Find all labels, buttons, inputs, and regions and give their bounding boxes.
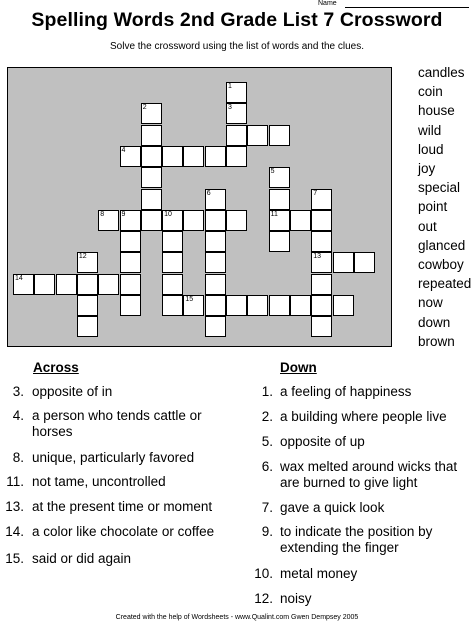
crossword-cell[interactable] xyxy=(77,274,98,295)
word-bank-item: out xyxy=(418,218,437,234)
word-bank-item: cowboy xyxy=(418,257,464,273)
word-bank-item: coin xyxy=(418,84,443,100)
crossword-cell[interactable] xyxy=(269,125,290,146)
name-label: Name xyxy=(318,0,337,7)
word-bank-item: repeated xyxy=(418,276,472,292)
crossword-cell[interactable] xyxy=(205,146,226,167)
page-subtitle: Solve the crossword using the list of words and the clues. xyxy=(109,41,365,52)
page-title: Spelling Words 2nd Grade List 7 Crossword xyxy=(31,9,443,31)
clue-number-label: 10 xyxy=(164,210,172,218)
crossword-cell[interactable] xyxy=(247,125,268,146)
crossword-cell[interactable] xyxy=(205,274,226,295)
crossword-cell[interactable] xyxy=(141,125,162,146)
word-bank-item: loud xyxy=(418,141,444,157)
crossword-cell[interactable] xyxy=(162,274,183,295)
clue-number-label: 14 xyxy=(15,274,23,282)
crossword-cell[interactable] xyxy=(98,274,119,295)
crossword-cell[interactable] xyxy=(183,210,204,231)
crossword-cell[interactable] xyxy=(311,252,332,273)
crossword-cell[interactable] xyxy=(226,82,247,103)
crossword-cell[interactable] xyxy=(226,295,247,316)
clue-text: a feeling of happiness xyxy=(280,384,412,399)
clue-text: gave a quick look xyxy=(280,500,385,515)
clue-number: 1. xyxy=(261,384,273,399)
clue-text: noisy xyxy=(280,591,312,606)
clue-text: at the present time or moment xyxy=(32,499,213,514)
crossword-cell[interactable] xyxy=(162,252,183,273)
clue-number-label: 13 xyxy=(313,253,321,261)
clue-number: 14. xyxy=(5,524,24,539)
crossword-cell[interactable] xyxy=(141,210,162,231)
crossword-cell[interactable] xyxy=(311,316,332,337)
clue-number: 2. xyxy=(261,409,273,424)
crossword-cell[interactable] xyxy=(333,295,354,316)
crossword-cell[interactable] xyxy=(120,295,141,316)
word-bank-item: house xyxy=(418,103,455,119)
clue-text: to indicate the position by extending the finger xyxy=(280,524,433,555)
clue-text: not tame, uncontrolled xyxy=(32,474,166,489)
crossword-cell[interactable] xyxy=(34,274,55,295)
clue-text: a color like chocolate or coffee xyxy=(32,524,215,539)
clue-number-label: 6 xyxy=(206,189,211,197)
crossword-cell[interactable] xyxy=(205,210,226,231)
crossword-cell[interactable] xyxy=(226,146,247,167)
crossword-cell[interactable] xyxy=(269,210,290,231)
crossword-cell[interactable] xyxy=(120,274,141,295)
clue-number-label: 4 xyxy=(121,146,126,154)
crossword-cell[interactable] xyxy=(205,231,226,252)
word-bank-item: glanced xyxy=(418,237,466,253)
crossword-cell[interactable] xyxy=(141,103,162,124)
clue-number: 4. xyxy=(12,408,24,423)
clue-number-label: 7 xyxy=(313,189,318,197)
crossword-cell[interactable] xyxy=(141,167,162,188)
clue-text: a person who tends cattle or horses xyxy=(32,408,202,439)
clue-number-label: 2 xyxy=(142,104,147,112)
crossword-cell[interactable] xyxy=(311,295,332,316)
clue-number: 5. xyxy=(261,434,273,449)
word-bank-item: special xyxy=(418,180,461,196)
footer-credit: Created with the help of Wordsheets - www.Qualint.com Gwen Dempsey 2005 xyxy=(115,614,359,621)
clue-text: opposite of up xyxy=(280,434,365,449)
word-bank-item: point xyxy=(418,199,448,215)
crossword-cell[interactable] xyxy=(120,252,141,273)
word-bank-item: joy xyxy=(418,161,436,177)
clue-number-label: 9 xyxy=(121,210,126,218)
clue-number-label: 12 xyxy=(78,253,87,261)
crossword-cell[interactable] xyxy=(269,231,290,252)
clue-number: 13. xyxy=(5,499,24,514)
down-heading: Down xyxy=(280,360,317,375)
word-bank xyxy=(418,63,474,351)
clue-number-label: 3 xyxy=(228,104,232,112)
crossword-cell[interactable] xyxy=(205,189,226,210)
clue-number-label: 11 xyxy=(270,210,278,218)
crossword-cell[interactable] xyxy=(247,295,268,316)
crossword-cell[interactable] xyxy=(98,210,119,231)
clue-text: opposite of in xyxy=(32,384,113,399)
clue-number: 12. xyxy=(254,591,273,606)
crossword-cell[interactable] xyxy=(120,146,141,167)
crossword-cell[interactable] xyxy=(77,295,98,316)
crossword-cell[interactable] xyxy=(290,210,311,231)
crossword-cell[interactable] xyxy=(226,125,247,146)
clue-number-label: 5 xyxy=(270,168,275,176)
clue-number: 9. xyxy=(261,524,273,539)
crossword-cell[interactable] xyxy=(290,295,311,316)
crossword-cell[interactable] xyxy=(311,210,332,231)
crossword-cell[interactable] xyxy=(333,252,354,273)
crossword-cell[interactable] xyxy=(162,295,183,316)
crossword-grid xyxy=(7,67,392,347)
clue-number: 15. xyxy=(5,551,24,566)
crossword-cell[interactable] xyxy=(311,189,332,210)
crossword-cell[interactable] xyxy=(120,210,141,231)
crossword-cell[interactable] xyxy=(141,189,162,210)
name-line xyxy=(345,7,469,8)
crossword-cell[interactable] xyxy=(183,295,204,316)
word-bank-item: brown xyxy=(418,333,455,349)
clue-number: 3. xyxy=(12,384,24,399)
crossword-cell[interactable] xyxy=(141,146,162,167)
across-heading: Across xyxy=(33,360,79,375)
crossword-cell[interactable] xyxy=(226,103,247,124)
crossword-cell[interactable] xyxy=(77,316,98,337)
clue-number: 6. xyxy=(261,459,273,474)
crossword-cell[interactable] xyxy=(226,210,247,231)
clue-number: 11. xyxy=(6,474,24,489)
crossword-cell[interactable] xyxy=(162,210,183,231)
clue-number: 8. xyxy=(12,450,24,465)
clue-number: 10. xyxy=(254,566,273,581)
crossword-cell[interactable] xyxy=(77,252,98,273)
clue-text: a building where people live xyxy=(280,409,447,424)
clue-number-label: 15 xyxy=(185,296,194,303)
crossword-cell[interactable] xyxy=(205,316,226,337)
crossword-cell[interactable] xyxy=(269,189,290,210)
word-bank-item: now xyxy=(418,295,443,311)
crossword-cell[interactable] xyxy=(13,274,34,295)
crossword-cell[interactable] xyxy=(205,295,226,316)
crossword-cell[interactable] xyxy=(205,252,226,273)
crossword-cell[interactable] xyxy=(120,231,141,252)
clue-number: 7. xyxy=(261,500,273,515)
crossword-cell[interactable] xyxy=(56,274,77,295)
crossword-cell[interactable] xyxy=(354,252,375,273)
crossword-cell[interactable] xyxy=(183,146,204,167)
clue-text: said or did again xyxy=(32,551,132,566)
clue-text: unique, particularly favored xyxy=(32,450,195,465)
crossword-cell[interactable] xyxy=(162,146,183,167)
crossword-cell[interactable] xyxy=(269,167,290,188)
clue-number-label: 1 xyxy=(228,83,232,90)
word-bank-item: wild xyxy=(418,122,442,138)
crossword-cell[interactable] xyxy=(311,231,332,252)
crossword-cell[interactable] xyxy=(311,274,332,295)
word-bank-item: down xyxy=(418,314,451,330)
word-bank-item: candles xyxy=(418,65,465,80)
clue-number-label: 8 xyxy=(100,210,105,218)
clue-text: metal money xyxy=(280,566,358,581)
clue-text: wax melted around wicks that are burned to give light xyxy=(280,459,458,490)
crossword-cell[interactable] xyxy=(162,231,183,252)
crossword-cell[interactable] xyxy=(269,295,290,316)
